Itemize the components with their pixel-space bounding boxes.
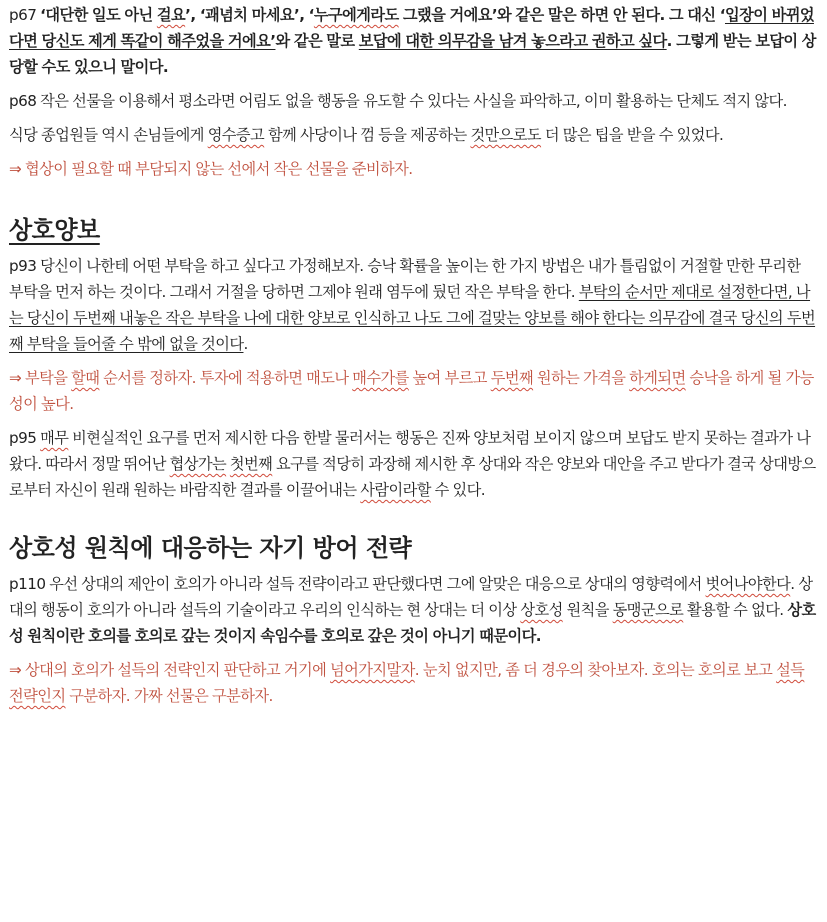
spellcheck-word: 협상가는 (169, 455, 227, 473)
spellcheck-word: 것만으로도 (470, 126, 542, 144)
text: p68 작은 선물을 이용해서 평소라면 어림도 없을 행동을 유도할 수 있다는 사실을 파악하고, 이미 활용하는 단체도 적지 않다. (9, 92, 787, 110)
text: . 그렇게 받는 보답이 상당할 수도 있으니 말이다. (9, 32, 816, 76)
paragraph-p110 (9, 571, 818, 649)
heading-text: 상호양보 (9, 216, 100, 244)
text: . 상대의 행동이 호의가 아니라 설득의 기술이라고 우리의 인식하는 현 상대는 더 이상 (9, 575, 813, 619)
section-heading-reciprocal-concession (9, 213, 818, 247)
spellcheck-word: 첫번째 (229, 455, 273, 473)
text: 높여 부르고 (408, 369, 491, 387)
takeaway-note-gift (9, 156, 818, 182)
text: 수 있다. (430, 481, 486, 499)
takeaway-note-order (9, 365, 818, 417)
underlined-text: 입장이 바뀌었다면 당신도 제게 똑같이 해주었을 거에요’ (9, 6, 814, 50)
text: . (243, 335, 248, 353)
text: 순서를 정하자. 투자에 적용하면 매도나 (99, 369, 353, 387)
text: ’, ‘괘념치 마세요’, ‘ (185, 6, 314, 24)
spellcheck-word: 하게되면 (629, 369, 686, 387)
text: 더 많은 팁을 받을 수 있었다. (541, 126, 724, 144)
text: 요구를 적당히 과장해 제시한 후 상대와 작은 양보와 대안을 주고 받다가 결국 상대방으로부터 자신이 원래 원하는 바람직한 결과를 이끌어내는 (9, 455, 816, 499)
text: . 눈치 없지만, 좀 더 경우의 찾아보자. 호의는 호의로 보고 (414, 661, 777, 679)
text: 원하는 가격을 (533, 369, 630, 387)
text: 함께 사당이나 껌 등을 제공하는 (264, 126, 471, 144)
spellcheck-word: 넘어가지말자 (330, 661, 415, 679)
spellcheck-word: 매무 (40, 429, 69, 447)
bold-text: 상호성 원칙이란 호의를 호의로 갚는 것이지 속임수를 호의로 갚은 것이 아니기 때문이다. (9, 601, 816, 645)
spellcheck-word: 상호성 (520, 601, 563, 619)
paragraph-p95 (9, 425, 818, 503)
spellcheck-word: 동맹군으로 (612, 601, 684, 619)
text: 식당 종업원들 역시 손님들에게 (9, 126, 208, 144)
text: p110 우선 상대의 제안이 호의가 아니라 설득 전략이라고 판단했다면 그에 알맞은 대응으로 상대의 영향력에서 (9, 575, 706, 593)
text: ⇒ 상대의 호의가 설득의 전략인지 판단하고 거기에 (9, 661, 331, 679)
spellcheck-word: 영수증고 (207, 126, 265, 144)
paragraph-p68 (9, 88, 818, 114)
text: p95 (9, 429, 41, 447)
text: ‘ (40, 6, 46, 24)
spellcheck-word: 두번째 (490, 369, 534, 387)
paragraph-p67 (9, 2, 818, 80)
text: 그랬을 거에요’와 같은 말은 하면 안 된다. 그 대신 ‘ (398, 6, 725, 24)
takeaway-note-defense (9, 657, 818, 709)
text: 비현실적인 요구를 먼저 제시한 다음 한발 물러서는 행동은 진짜 양보처럼 보이지 않으며 보답도 받지 못하는 결과가 나왔다. 따라서 정말 뛰어난 (9, 429, 811, 473)
text: 활용할 수 없다. (683, 601, 788, 619)
text: 구분하자. 가짜 선물은 구분하자. (65, 687, 273, 705)
section-heading-self-defense (9, 531, 818, 565)
spellcheck-word: 매수가를 (352, 369, 409, 387)
text: 와 같은 말로 (275, 32, 359, 50)
text: 원칙을 (562, 601, 613, 619)
spellcheck-word: 사람이라할 (360, 481, 431, 499)
spellcheck-word: 설득전략인지 (9, 661, 805, 705)
spellcheck-word: 걸요 (156, 6, 186, 24)
underlined-text: 보답에 대한 의무감을 남겨 놓으라고 권하고 싶다 (358, 32, 667, 50)
heading-text: 상호성 원칙에 대응하는 자기 방어 전략 (9, 534, 412, 562)
spellcheck-word: 벗어나야한다 (705, 575, 791, 593)
text: p67 (9, 6, 41, 24)
text: ⇒ 협상이 필요할 때 부담되지 않는 선에서 작은 선물을 준비하자. (9, 160, 413, 178)
document-page (0, 2, 827, 709)
text: p93 당신이 나한테 어떤 부탁을 하고 싶다고 가정해보자. 승낙 확률을 높이는 한 가지 방법은 내가 틀림없이 거절할 만한 무리한 부탁을 먼저 하는 것이다. 그래서 거절을 당하면 그제야 원래 염두에 뒀던 작은 부탁을 한다. (9, 257, 801, 301)
text: 승낙을 하게 될 가능성이 높다. (9, 369, 814, 413)
paragraph-waiters (9, 122, 818, 148)
spellcheck-word: 누구에게라도 (313, 6, 399, 24)
paragraph-p93 (9, 253, 818, 357)
underlined-text: 부탁의 순서만 제대로 설정한다면, 나는 당신이 두번째 내놓은 작은 부탁을 나에 대한 양보로 인식하고 나도 그에 걸맞는 양보를 해야 한다는 의무감에 결국 당신의 두번째 부탁을 들어줄 수 밖에 없을 것이다 (9, 283, 816, 353)
text: ⇒ 부탁을 (9, 369, 72, 387)
text: 대단한 일도 아닌 (45, 6, 157, 24)
spellcheck-word: 할때 (71, 369, 100, 387)
bold-text (9, 6, 816, 76)
